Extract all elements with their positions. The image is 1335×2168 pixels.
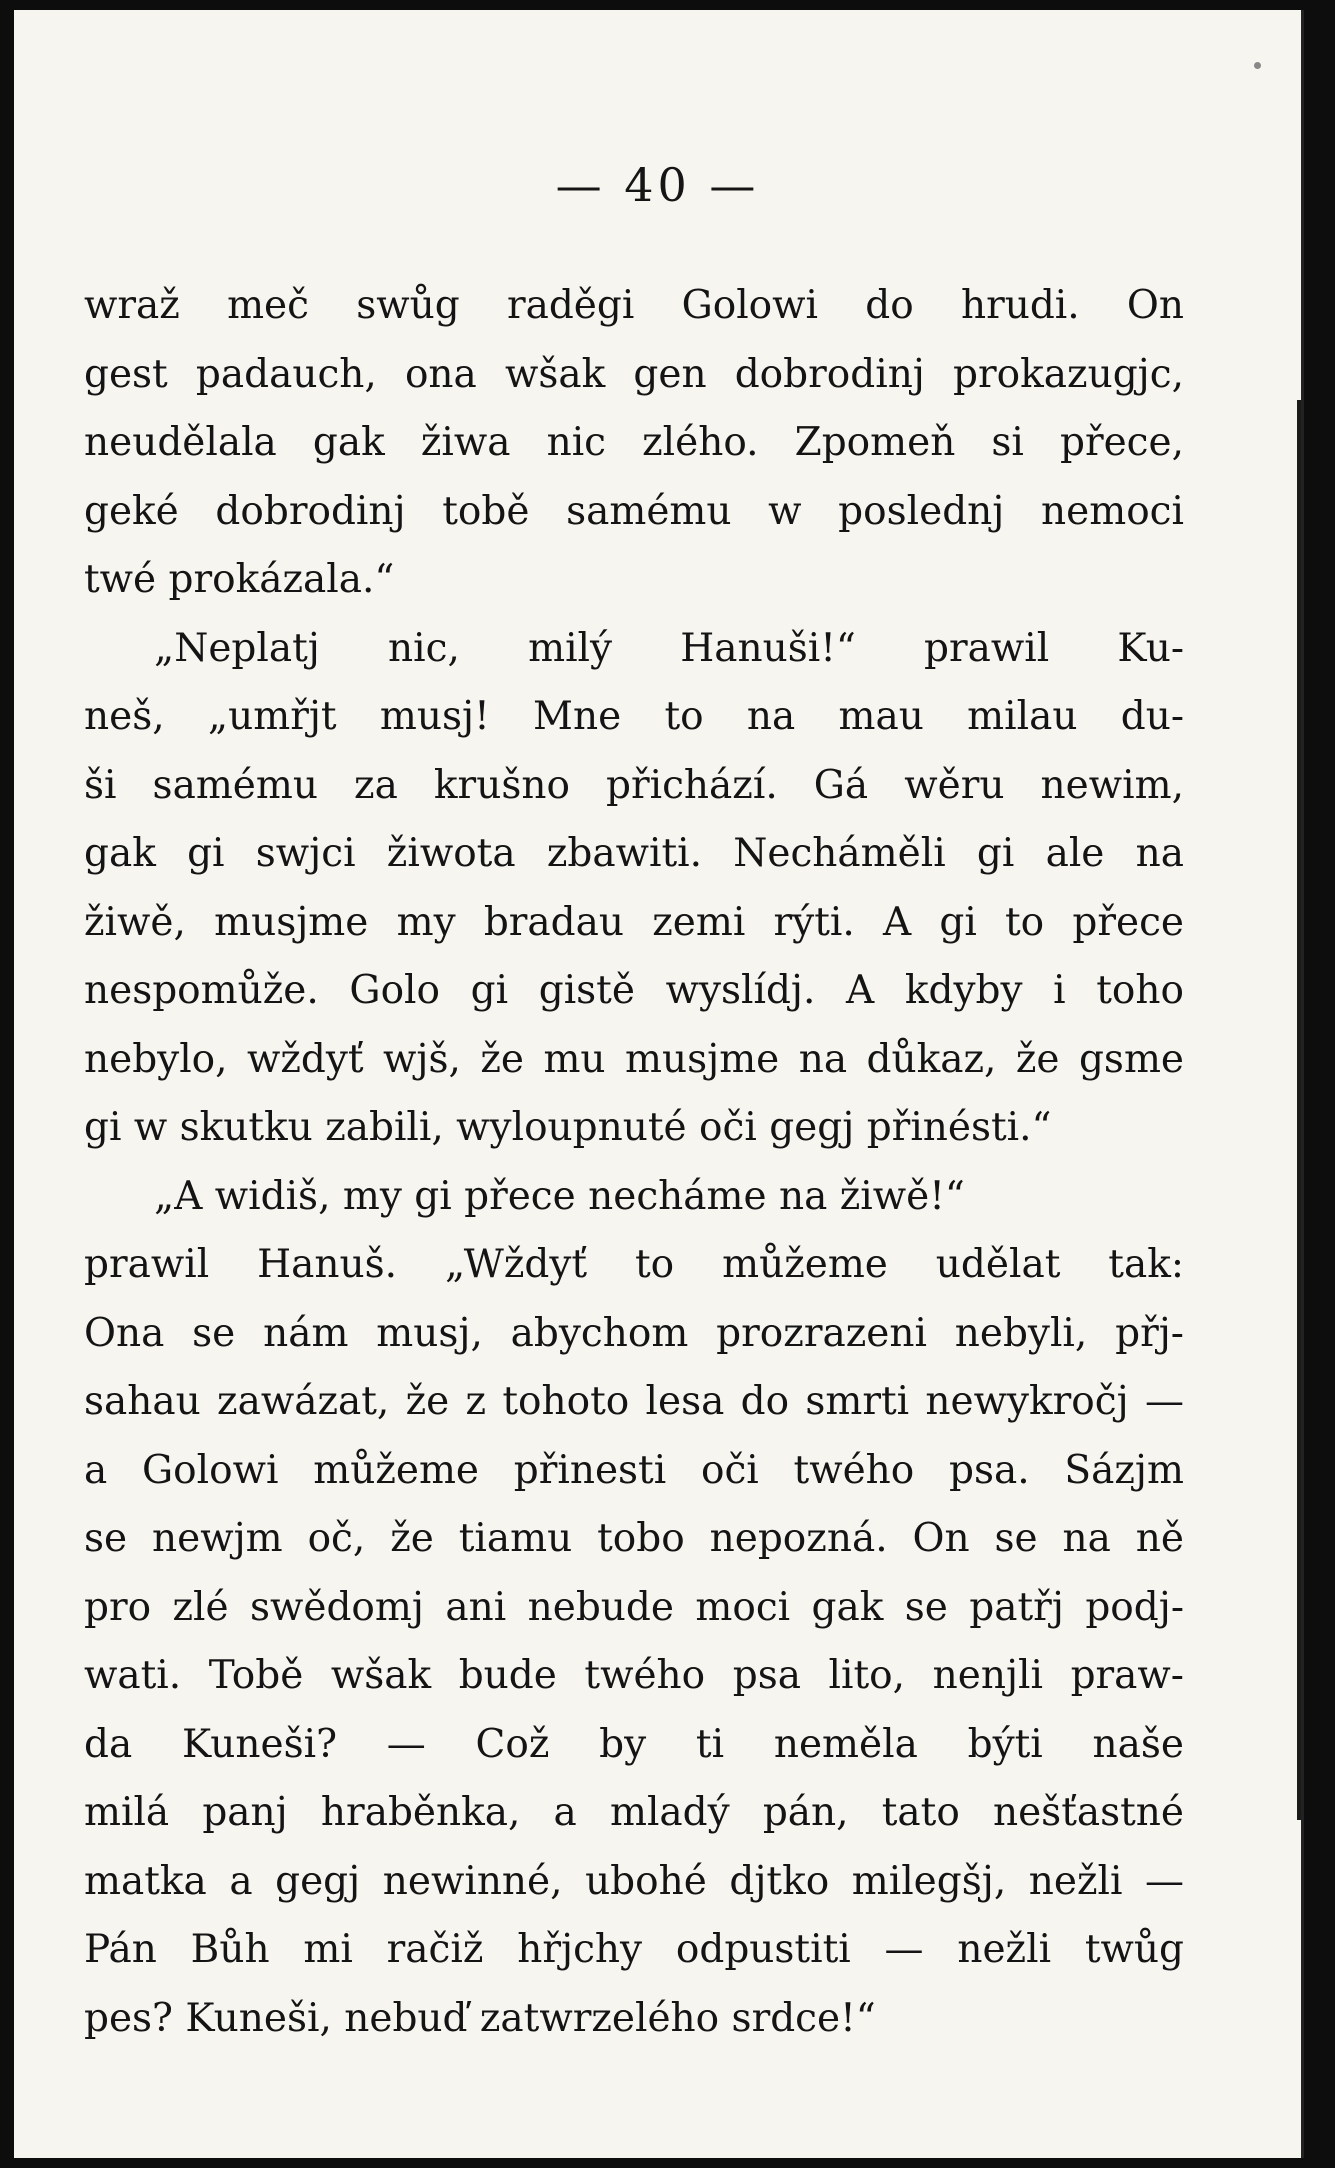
text-line: wati. Tobě wšak bude twého psa lito, nenjli praw-: [84, 1653, 1184, 1698]
text-line: „A widiš, my gi přece necháme na žiwě!“: [154, 1173, 965, 1219]
text-line: prawil Hanuš. „Wždyť to můžeme udělat tak:: [84, 1242, 1184, 1287]
text-line: milá panj hraběnka, a mladý pán, tato nešťastné: [84, 1790, 1184, 1835]
text-line: se newjm oč, že tiamu tobo nepozná. On se na ně: [84, 1516, 1184, 1561]
margin-line: [1297, 400, 1301, 1820]
text-line: sahau zawázat, že z tohoto lesa do smrti newykročj —: [84, 1379, 1184, 1424]
text-line: neudělala gak žiwa nic zlého. Zpomeň si přece,: [84, 420, 1184, 465]
text-line: ši samému za krušno přichází. Gá wěru newim,: [84, 762, 1184, 808]
text-line: žiwě, musjme my bradau zemi rýti. A gi to přece: [84, 899, 1184, 945]
page-number: — 40 —: [555, 158, 760, 212]
text-line: gi w skutku zabili, wyloupnuté oči gegj přinésti.“: [84, 1105, 1052, 1150]
text-line: da Kuneši? — Což by ti neměla býti naše: [84, 1721, 1184, 1767]
text-line: matka a gegj newinné, ubohé djtko milegšj, nežli —: [84, 1858, 1184, 1904]
text-line: wraž meč swůg raděgi Golowi do hrudi. On: [84, 283, 1184, 328]
text-line: gest padauch, ona wšak gen dobrodinj prokazugjc,: [84, 351, 1184, 397]
text-line: gak gi swjci žiwota zbawiti. Necháměli gi ale na: [84, 831, 1184, 876]
text-line: nespomůže. Golo gi gistě wyslídj. A kdyby i toho: [84, 968, 1184, 1013]
text-line: „Neplatj nic, milý Hanuši!“ prawil Ku-: [154, 625, 1184, 671]
text-line: Pán Bůh mi račiž hřjchy odpustiti — nežli twůg: [84, 1927, 1184, 1972]
text-line: a Golowi můžeme přinesti oči twého psa. Sázjm: [84, 1447, 1184, 1493]
page-speck: [1254, 62, 1261, 69]
text-line: twé prokázala.“: [84, 557, 395, 602]
text-line: pro zlé swědomj ani nebude moci gak se patřj podj-: [84, 1584, 1184, 1630]
text-line: geké dobrodinj tobě samému w poslednj nemoci: [84, 488, 1184, 534]
text-line: nebylo, wždyť wjš, že mu musjme na důkaz, že gsme: [84, 1036, 1184, 1082]
text-line: neš, „umřjt musj! Mne to na mau milau du-: [84, 694, 1184, 739]
body-text: [84, 272, 1184, 2053]
book-page: [14, 10, 1304, 2158]
text-line: pes? Kuneši, nebuď zatwrzelého srdce!“: [84, 1995, 876, 2041]
text-line: Ona se nám musj, abychom prozrazeni nebyli, přj-: [84, 1310, 1184, 1356]
